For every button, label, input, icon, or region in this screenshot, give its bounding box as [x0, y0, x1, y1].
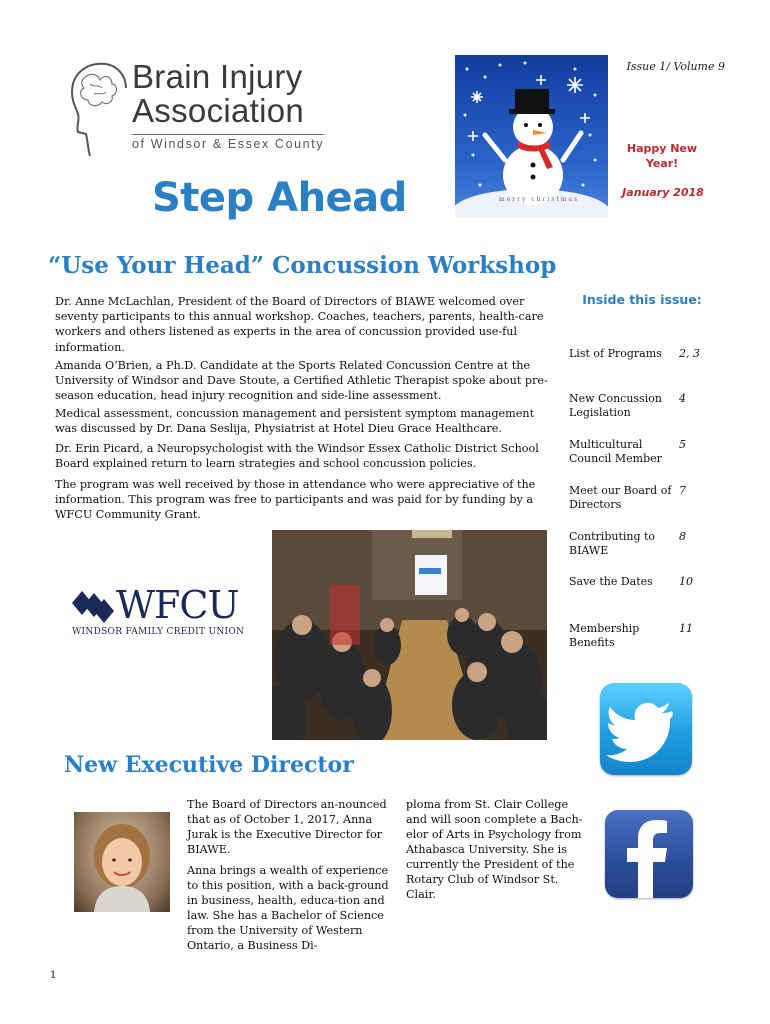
executive-column-2: [406, 797, 591, 902]
executive-paragraph-1: The Board of Directors an-nounced that as of October 1, 2017, Anna Jurak is the Executive Director for BIAWE.: [187, 798, 387, 856]
toc-item-label: New Concussion Legislation: [569, 392, 662, 419]
toc-item-page: 7: [679, 484, 686, 497]
toc-item-page: 2, 3: [679, 347, 700, 360]
card-caption: merry christmas: [499, 196, 580, 203]
toc-title: Inside this issue:: [582, 292, 702, 307]
facebook-f-icon: [605, 810, 693, 898]
workshop-paragraph-3: Medical assessment, concussion management and persistent symptom management was discussed by Dr. Dana Seslija, Physiatrist at Hotel Dieu Grace Healthcare.: [55, 407, 535, 436]
audience-photo-illustration: [272, 530, 547, 740]
workshop-paragraph-2: Amanda O’Brien, a Ph.D. Candidate at the Sports Related Concussion Centre at the University of Windsor and Dave Stoute, a Certified Athletic Therapist spoke about pre-season education, head injury recognition and side-line assessment.: [55, 359, 548, 403]
toc-item-page: 11: [679, 622, 693, 635]
org-name-line1: Brain Injury: [132, 58, 303, 95]
toc-item-label: Save the Dates: [569, 575, 653, 588]
executive-column-1: [187, 797, 393, 953]
executive-heading: New Executive Director: [64, 752, 354, 778]
wfcu-name: WFCU: [116, 583, 239, 627]
wfcu-logo: [72, 583, 245, 645]
workshop-heading: “Use Your Head” Concussion Workshop: [48, 252, 557, 279]
org-name-line3: of Windsor & Essex County: [132, 134, 324, 151]
newsletter-title: Step Ahead: [152, 175, 407, 221]
greeting: Happy New Year!: [626, 142, 698, 170]
org-logo: [66, 58, 356, 158]
toc-item-page: 4: [679, 392, 686, 405]
toc-item-label: Multicultural Council Member: [569, 438, 662, 465]
executive-paragraph-3: ploma from St. Clair College and will soon complete a Bach-elor of Arts in Psychology from Athabasca University. She is currently the President of the Rotary Club of Windsor St. Clair.: [406, 798, 583, 901]
wfcu-diamond-icon: [72, 589, 114, 629]
toc-item-label: Meet our Board of Directors: [569, 484, 672, 511]
issue-volume: Issue 1/ Volume 9: [626, 60, 725, 73]
toc-item-page: 8: [679, 530, 686, 543]
workshop-paragraph-1: Dr. Anne McLachlan, President of the Board of Directors of BIAWE welcomed over seventy participants to this annual workshop. Coaches, teachers, parents, health-care workers and others listened as experts in the area of concussion provided use-ful information.: [55, 295, 544, 354]
snowman-illustration: [455, 55, 608, 218]
issue-date: January 2018: [622, 186, 704, 199]
anna-jurak-portrait: [74, 812, 170, 912]
twitter-icon[interactable]: [600, 683, 692, 775]
portrait-illustration: [74, 812, 170, 912]
toc-item-page: 10: [679, 575, 693, 588]
workshop-paragraph-4: Dr. Erin Picard, a Neuropsychologist with the Windsor Essex Catholic District School Board explained return to learn strategies and school concussion policies.: [55, 442, 539, 471]
page-number: 1: [50, 970, 57, 981]
head-profile-icon: [66, 58, 132, 158]
executive-paragraph-2: Anna brings a wealth of experience to this position, with a back-ground in business, health, educa-tion and law. She has a Bachelor of Science from the University of Western Ontario, a Business Di-: [187, 864, 389, 952]
toc-item-label: List of Programs: [569, 347, 662, 360]
workshop-paragraph-5: The program was well received by those in attendance who were appreciative of the information. This program was free to participants and was paid for by funding by a WFCU Community Grant.: [55, 478, 536, 522]
facebook-icon[interactable]: [605, 810, 693, 898]
workshop-photo: [272, 530, 547, 740]
toc-item-page: 5: [679, 438, 686, 451]
toc-item-label: Membership Benefits: [569, 622, 640, 649]
snowman-card-image: [455, 55, 608, 218]
twitter-bird-icon: [600, 683, 692, 775]
toc-item-label: Contributing to BIAWE: [569, 530, 656, 557]
wfcu-tagline: WINDSOR FAMILY CREDIT UNION: [72, 627, 245, 637]
org-name-line2: Association: [132, 92, 305, 129]
